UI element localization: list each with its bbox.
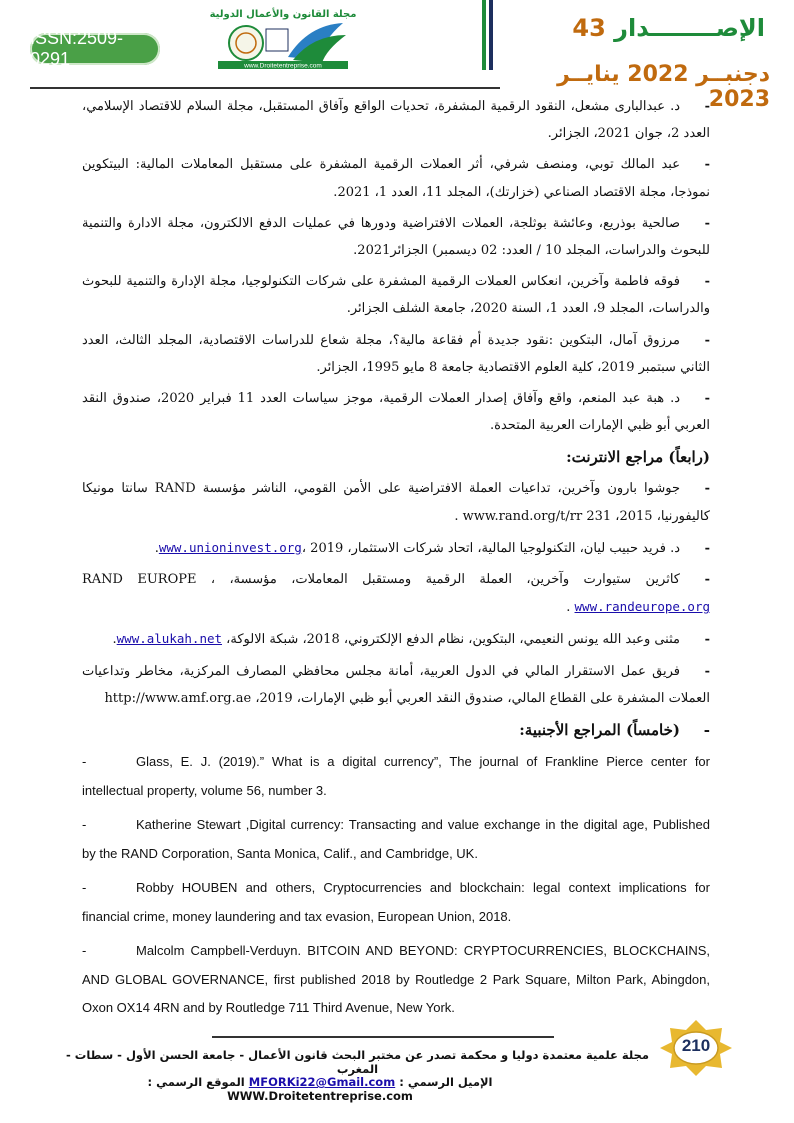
reference-item bbox=[82, 475, 710, 529]
reference-item bbox=[82, 566, 710, 621]
reference-link[interactable]: www.randeurope.org bbox=[574, 599, 710, 615]
reference-link[interactable]: www.unioninvest.org bbox=[158, 539, 302, 555]
reference-item bbox=[82, 874, 710, 931]
reference-link[interactable]: www.alukah.net bbox=[116, 631, 223, 647]
dash-marker: - bbox=[704, 540, 710, 556]
reference-item bbox=[82, 937, 710, 1023]
dash-marker: - bbox=[704, 274, 710, 290]
reference-text: فريق عمل الاستقرار المالي في الدول العربية، أمانة مجلس محافظي المصارف المركزية، مخاطر وتداعيات العملات المشفرة على القطاع المالي، صندوق النقد العربي أبو ظبي الإمارات، 2019، http://www.amf.org.ae bbox=[82, 663, 710, 706]
issue-number-value: 43 bbox=[572, 14, 606, 42]
reference-text: مرزوق آمال، البتكوين :نقود جديدة أم فقاعة مالية؟، مجلة شعاع للدراسات الاقتصادية، المجلد الثالث، العدد الثاني سبتمبر 2019، كلية العلوم الاقتصادية جامعة 8 مايو 1995، الجزائر. bbox=[82, 332, 710, 375]
dash-marker: - bbox=[82, 817, 87, 833]
dash-marker: - bbox=[704, 572, 710, 588]
dash-marker: - bbox=[704, 391, 710, 407]
reference-item bbox=[82, 151, 710, 205]
reference-text: Malcolm Campbell-Verduyn. BITCOIN AND BEYOND: CRYPTOCURRENCIES, BLOCKCHAINS, AND GLOBAL GOVERNANCE, first published 2018 by Routledge 2 Park Square, Milton Park, Abingdon, Oxon OX14 4RN and by Routledge 711 Third Avenue, New York. bbox=[82, 943, 710, 1016]
header-rule bbox=[30, 87, 500, 89]
dash-marker: - bbox=[704, 215, 710, 231]
dash-marker: - bbox=[703, 721, 710, 740]
header-divider bbox=[482, 0, 486, 70]
issn-badge: ISSN:2509-0291 bbox=[30, 33, 160, 65]
email-link[interactable]: MFORKi22@Gmail.com bbox=[248, 1075, 396, 1089]
reference-item bbox=[82, 210, 710, 264]
reference-text: د. فريد حبيب ليان، التكنولوجيا المالية، اتحاد شركات الاستثمار، bbox=[347, 540, 680, 556]
foreign-references-heading-text: (خامساً) المراجع الأجنبية: bbox=[519, 721, 680, 740]
reference-item bbox=[82, 625, 710, 653]
references-list bbox=[82, 93, 710, 1029]
journal-logo-website: www.Droitetentreprise.com bbox=[244, 62, 322, 70]
email-label: الإميل الرسمي : bbox=[399, 1075, 493, 1089]
dash-marker: - bbox=[704, 99, 710, 114]
dash-marker: - bbox=[704, 481, 710, 497]
reference-item bbox=[82, 658, 710, 712]
reference-text: د. عبدالبارى مشعل، النقود الرقمية المشفرة، تحديات الواقع وآفاق المستقبل، مجلة السلام للاقتصاد الإسلامي، العدد 2، جوان 2021، الجزائر. bbox=[82, 99, 710, 142]
dash-marker: - bbox=[82, 880, 87, 896]
dash-marker: - bbox=[704, 663, 710, 679]
dash-marker: - bbox=[704, 157, 710, 173]
issue-date: دجنبــر 2022 ينايــر 2023 bbox=[557, 62, 770, 112]
reference-text: فوقه فاطمة وآخرين، انعكاس العملات الرقمية المشفرة على شركات التكنولوجيا، مجلة الإدارة والتنمية للبحوث والدراسات، المجلد 9، العدد 1، السنة 2020، جامعة الشلف الجزائر. bbox=[82, 274, 710, 317]
site-label: الموقع الرسمي : bbox=[147, 1075, 245, 1089]
reference-text: كاثرين ستيوارت وآخرين، العملة الرقمية ومستقبل المعاملات، مؤسسة، RAND EUROPE ، bbox=[82, 572, 680, 588]
reference-text: مثنى وعبد الله يونس النعيمي، البتكوين، نظام الدفع الإلكتروني، 2018، شبكة الالوكة، bbox=[226, 632, 680, 648]
dash-marker: - bbox=[704, 632, 710, 648]
page-number: 210 bbox=[681, 1036, 711, 1055]
reference-text: Glass, E. J. (2019).” What is a digital currency”, The journal of Frankline Pierce center for intellectual property, volume 56, number 3. bbox=[82, 754, 710, 798]
reference-item bbox=[82, 93, 710, 147]
foreign-references-heading bbox=[82, 716, 710, 744]
reference-text: صالحية بوذريع، وعائشة بوثلجة، العملات الافتراضية ودورها في عمليات الدفع الالكترون، مجلة الادارة والتنمية للبحوث والدراسات، المجلد 10 / العدد: 02 ديسمبر) الجزائر2021. bbox=[82, 215, 710, 259]
journal-logo bbox=[209, 5, 357, 70]
reference-item bbox=[82, 534, 710, 562]
reference-item bbox=[82, 385, 710, 439]
issue-number bbox=[565, 14, 765, 42]
site-link[interactable]: WWW.Droitetentreprise.com bbox=[227, 1089, 413, 1103]
dash-marker: - bbox=[704, 332, 710, 348]
internet-references-heading: (رابعاً) مراجع الانترنت: bbox=[566, 448, 710, 467]
footer-contact bbox=[110, 1075, 530, 1103]
reference-text: . bbox=[566, 600, 575, 616]
reference-text: Katherine Stewart ,Digital currency: Transacting and value exchange in the digital age, Published by the RAND Corporation, Santa Monica, Calif., and Cambridge, UK. bbox=[82, 817, 710, 861]
issue-label: الإصــــــــدار bbox=[614, 14, 765, 42]
reference-item bbox=[82, 748, 710, 805]
reference-item bbox=[82, 268, 710, 322]
dash-marker: - bbox=[82, 943, 87, 959]
reference-item bbox=[82, 811, 710, 868]
reference-text: جوشوا بارون وآخرين، تداعيات العملة الافتراضية على الأمن القومي، الناشر مؤسسة RAND سانتا مونيكا كاليفورنيا، 2015، www.rand.org/t/rr 231 . bbox=[82, 481, 710, 524]
header-divider bbox=[489, 0, 493, 70]
reference-text: عبد المالك توبي، ومنصف شرفي، أثر العملات الرقمية المشفرة على مستقبل المعاملات المالية: البيتكوين نموذجا، مجلة الاقتصاد الصناعي (خزارتك)، المجلد 11، العدد 1، 2021. bbox=[82, 157, 710, 200]
reference-text: ، 2019. bbox=[154, 540, 344, 556]
footer-journal-description: مجلة علمية معتمدة دوليا و محكمة تصدر عن مختبر البحث قانون الأعمال - جامعة الحسن الأول - سطات - المغرب bbox=[66, 1048, 649, 1076]
footer-rule bbox=[212, 1036, 554, 1038]
reference-text: د. هبة عبد المنعم، واقع وآفاق إصدار العملات الرقمية، موجز سياسات العدد 11 فبراير 2020، صندوق النقد العربي أبو ظبي الإمارات العربية المتحدة. bbox=[82, 391, 710, 434]
reference-item bbox=[82, 327, 710, 381]
reference-text: . bbox=[112, 632, 117, 648]
dash-marker: - bbox=[82, 754, 87, 770]
journal-logo-name: مجلة القانون والأعمال الدولية bbox=[209, 9, 357, 20]
reference-text: Robby HOUBEN and others, Cryptocurrencies and blockchain: legal context implications for financial crime, money laundering and tax evasion, European Union, 2018. bbox=[82, 880, 710, 924]
